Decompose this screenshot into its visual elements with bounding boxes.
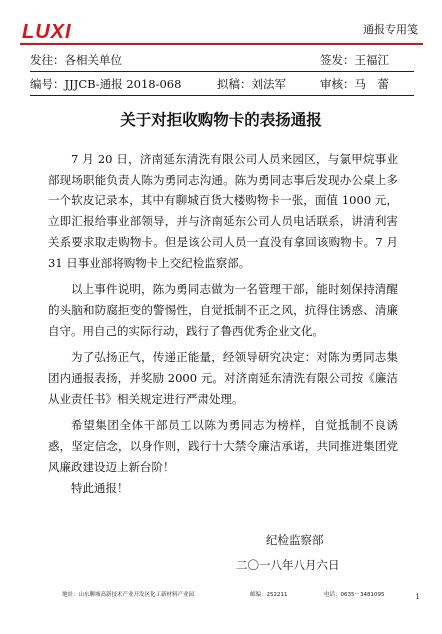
signature-department: 纪检监察部 <box>266 533 324 547</box>
footer-postcode: 邮编：252211 <box>250 592 288 598</box>
doc-type-label: 通报专用笺 <box>363 23 418 36</box>
footer-phone: 电话：0635－3481095 <box>324 592 385 598</box>
meta-divider-2 <box>30 95 414 96</box>
reviewer-field: 审核：马 蕾 <box>320 77 389 91</box>
issuer-field: 发往：各相关单位 <box>30 53 122 67</box>
paragraph: 以上事件说明，陈为勇同志做为一名管理干部，能时刻保持清醒的头脑和防腐拒变的警惕性，自觉抵制不正之风，抗得住诱惑、清廉自守。用自己的实际行动，践行了鲁西优秀企业文化。 <box>48 282 398 338</box>
signature-date: 二〇一八年八月六日 <box>236 558 340 572</box>
page-number: 1 <box>415 593 420 601</box>
paragraph: 为了弘扬正气，传递正能量，经领导研究决定：对陈为勇同志集团内通报表扬，并奖励 2000 元。对济南延东清洗有限公司按《廉洁从业责任书》相关规定进行严肃处理。 <box>48 350 398 406</box>
paragraph: 特此通报！ <box>71 480 129 495</box>
header-red-rule <box>20 43 423 45</box>
meta-divider-1 <box>30 71 414 72</box>
luxi-logo: LUXI <box>22 21 72 43</box>
paragraph: 7 月 20 日，济南延东清洗有限公司人员来园区，与氯甲烷事业部现场职能负责人陈为勇同志沟通。陈为勇同志事后发现办公桌上多一个软皮记录本，其中有聊城百货大楼购物卡一张，面值 1000 元，立即汇报给事业部领导，并与济南延东公司人员电话联系，讲清利害关系要求取走购物卡。但是该公司人员一直没有拿回该购物卡。7 月 31 日事业部将购物卡上交纪检监察部。 <box>48 152 398 270</box>
footer-address: 地址：山东聊城高新技术产业开发区化工新材料产业园 <box>62 592 195 598</box>
doc-number-field: 编号：JJJCB-通报 2018-068 <box>30 77 182 91</box>
signer-field: 签发：王福江 <box>320 53 389 67</box>
notice-title: 关于对拒收购物卡的表扬通报 <box>120 110 322 129</box>
paragraph: 希望集团全体干部员工以陈为勇同志为榜样，自觉抵制不良诱惑，坚定信念，以身作则，践行十大禁令廉洁承诺，共同推进集团党风廉政建设迈上新台阶！ <box>48 418 398 474</box>
notice-body <box>48 149 398 504</box>
drafter-field: 拟稿：刘法军 <box>217 77 286 91</box>
